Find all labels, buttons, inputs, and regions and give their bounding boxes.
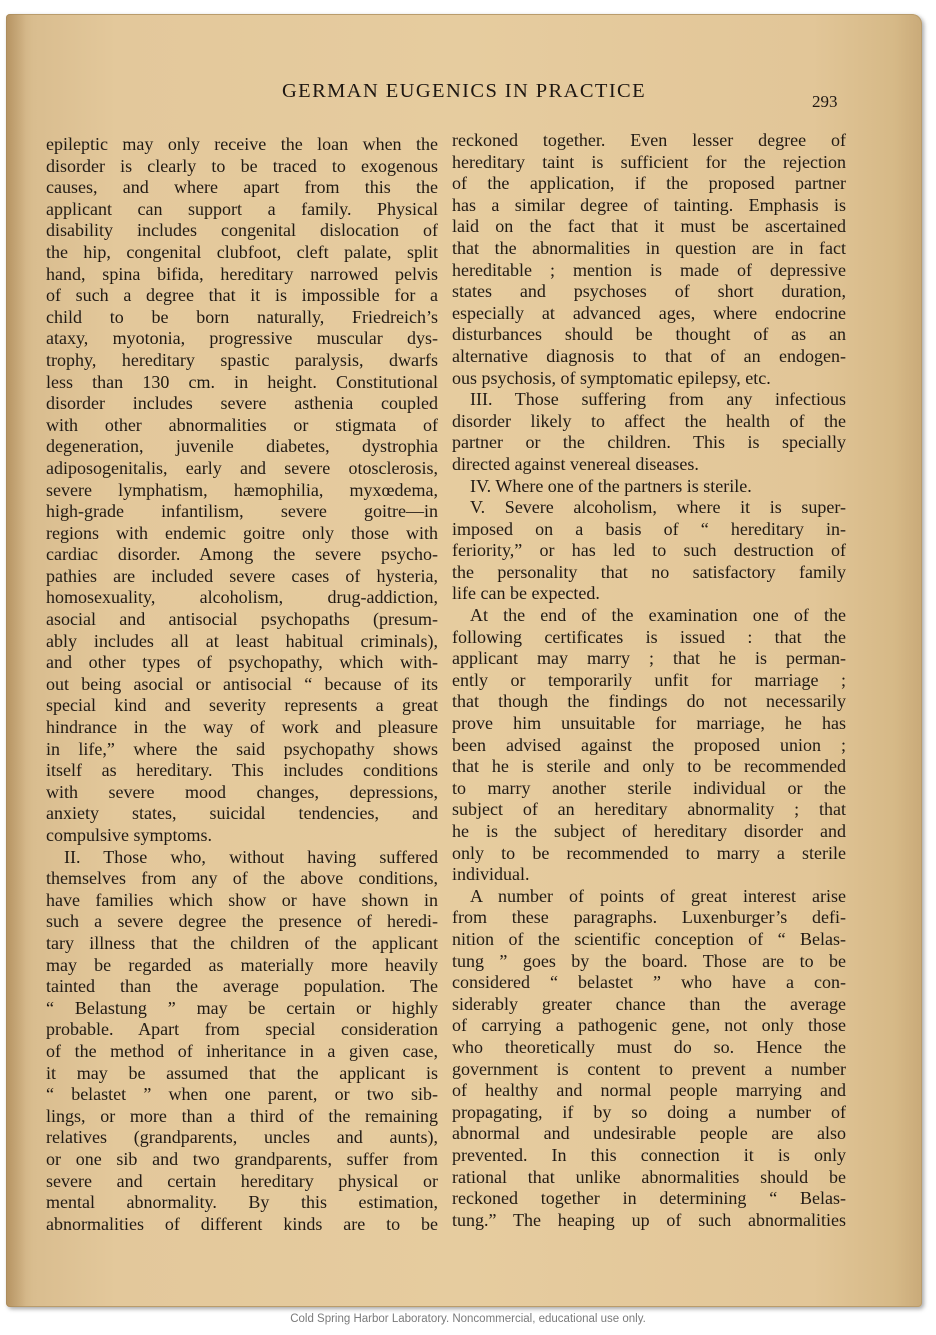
text-line: nition of the scientific conception of “ Belas- [452,928,846,949]
page-number: 293 [812,92,838,111]
text-line: imposed on a basis of “ hereditary in- [452,518,846,539]
text-line: of the method of inheritance in a given case, [46,1040,438,1061]
text-line: the personality that no satisfactory family [452,561,846,582]
text-line: cardiac disorder. Among the severe psycho- [46,544,438,565]
text-line: trophy, hereditary spastic paralysis, dwarfs [46,349,438,370]
text-line: homosexuality, alcoholism, drug-addiction, [46,587,438,608]
text-line: considered “ belastet ” who have a con- [452,972,846,993]
left-text-column [46,134,438,1235]
text-line: only to be recommended to marry a sterile [452,842,846,863]
text-line: lings, or more than a third of the remaining [46,1105,438,1126]
text-line: in life,” where the said psychopathy shows [46,738,438,759]
text-line: anxiety states, suicidal tendencies, and [46,803,438,824]
text-line: has a similar degree of tainting. Emphasis is [452,194,846,215]
text-line: regions with endemic goitre only those with [46,522,438,543]
text-line: and other types of psychopathy, which with- [46,652,438,673]
text-line: such a severe degree the presence of heredi- [46,911,438,932]
text-line: degeneration, juvenile diabetes, dystrophia [46,436,438,457]
text-line: with other abnormalities or stigmata of [46,414,438,435]
text-line: or one sib and two grandparents, suffer from [46,1148,438,1169]
text-line: severe and certain hereditary physical or [46,1170,438,1191]
book-page [6,14,922,1307]
text-line: tung.” The heaping up of such abnormalities [452,1209,846,1230]
text-line: “ Belastung ” may be certain or highly [46,997,438,1018]
text-line: mental abnormality. By this estimation, [46,1192,438,1213]
text-line: pathies are included severe cases of hysteria, [46,565,438,586]
text-line: asocial and antisocial psychopaths (presum- [46,609,438,630]
text-line: A number of points of great interest arise [470,885,846,906]
text-line: states and psychoses of short duration, [452,281,846,302]
text-line: that he is sterile and only to be recommended [452,756,846,777]
text-line: itself as hereditary. This includes conditions [46,760,438,781]
text-line: alternative diagnosis to that of an endogen- [452,345,846,366]
text-line: probable. Apart from special consideration [46,1019,438,1040]
text-line: V. Severe alcoholism, where it is super- [470,497,846,518]
text-line: that though the findings do not necessarily [452,691,846,712]
right-text-column [452,130,846,1231]
text-line: II. Those who, without having suffered [64,846,438,867]
text-line: epileptic may only receive the loan when the [46,134,438,154]
text-line: rational that unlike abnormalities should be [452,1166,846,1187]
text-line: propagating, if by so doing a number of [452,1101,846,1122]
text-line: disorder includes severe asthenia coupled [46,393,438,414]
text-line: hindrance in the way of work and pleasure [46,717,438,738]
text-line: the hip, congenital clubfoot, cleft palate, split [46,241,438,262]
text-line: tung ” goes by the board. Those are to be [452,950,846,971]
text-line: tary illness that the children of the applicant [46,932,438,953]
running-title: GERMAN EUGENICS IN PRACTICE [281,80,647,102]
text-line: who theoretically must do so. Hence the [452,1036,846,1057]
text-line: out being asocial or antisocial “ because of its [46,673,438,694]
text-line: directed against venereal diseases. [452,453,699,474]
text-line: feriority,” or has led to such destruction of [452,540,846,561]
text-line: adiposogenitalis, early and severe otosclerosis, [46,457,438,478]
text-line: child to be born naturally, Friedreich’s [46,306,438,327]
text-line: with severe mood changes, depressions, [46,781,438,802]
text-line: ently or temporarily unfit for marriage ; [452,669,846,690]
text-line: abnormal and undesirable people are also [452,1123,846,1144]
text-line: disorder is clearly to be traced to exogenous [46,155,438,176]
text-line: causes, and where apart from this the [46,177,438,198]
text-line: hereditable ; mention is made of depressive [452,259,846,280]
text-line: disorder likely to affect the health of the [452,410,846,431]
text-line: been advised against the proposed union ; [452,734,846,755]
text-line: of the application, if the proposed partner [452,173,846,194]
text-line: hand, spina bifida, hereditary narrowed pelvis [46,263,438,284]
text-line: severe lymphatism, hæmophilia, myxœdema, [46,479,438,500]
text-line: of healthy and normal people marrying and [452,1080,846,1101]
text-line: ataxy, myotonia, progressive muscular dys- [46,328,438,349]
text-line: have families which show or have shown in [46,889,438,910]
text-line: partner or the children. This is specially [452,432,846,453]
text-line: that the abnormalities in question are in fact [452,237,846,258]
text-line: subject of an hereditary abnormality ; that [452,799,846,820]
text-line: IV. Where one of the partners is sterile. [470,475,752,496]
text-line: siderably greater chance than the average [452,993,846,1014]
text-line: applicant can support a family. Physical [46,198,438,219]
text-line: government is content to prevent a number [452,1058,846,1079]
text-line: reckoned together in determining “ Belas- [452,1188,846,1209]
text-line: prove him unsuitable for marriage, he has [452,713,846,734]
text-line: may be regarded as materially more heavily [46,954,438,975]
text-line: disability includes congenital dislocation of [46,220,438,241]
text-line: laid on the fact that it must be ascertained [452,216,846,237]
text-line: hereditary taint is sufficient for the rejection [452,151,846,172]
text-line: III. Those suffering from any infectious [470,389,846,410]
archive-credit-footer: Cold Spring Harbor Laboratory. Noncommercial, educational use only. [290,1313,646,1325]
text-line: tainted than the average population. The [46,976,438,997]
text-line: “ belastet ” when one parent, or two sib- [46,1084,438,1105]
text-line: of such a degree that it is impossible for a [46,285,438,306]
text-line: life can be expected. [452,583,600,604]
text-line: At the end of the examination one of the [470,605,846,626]
text-line: of carrying a pathogenic gene, not only those [452,1015,846,1036]
text-line: following certificates is issued : that the [452,626,846,647]
text-line: themselves from any of the above conditions, [46,868,438,889]
text-line: prevented. In this connection it is only [452,1144,846,1165]
text-line: he is the subject of hereditary disorder and [452,821,846,841]
text-line: compulsive symptoms. [46,825,212,845]
text-line: disturbances should be thought of as an [452,324,846,345]
text-line: less than 130 cm. in height. Constitutional [46,371,438,392]
text-line: ous psychosis, of symptomatic epilepsy, etc. [452,367,771,388]
text-line: relatives (grandparents, uncles and aunts), [46,1127,438,1148]
text-line: individual. [452,864,530,885]
text-line: special kind and severity represents a great [46,695,438,716]
text-line: from these paragraphs. Luxenburger’s defi- [452,907,846,928]
text-line: to marry another sterile individual or the [452,777,846,798]
text-line: ably includes all at least habitual criminals), [46,630,438,651]
text-line: reckoned together. Even lesser degree of [452,130,846,150]
text-line: applicant may marry ; that he is perman- [452,648,846,669]
text-line: it may be assumed that the applicant is [46,1062,438,1083]
text-line: abnormalities of different kinds are to be [46,1213,438,1234]
text-line: high-grade infantilism, severe goitre—in [46,501,438,522]
text-line: especially at advanced ages, where endocrine [452,302,846,323]
